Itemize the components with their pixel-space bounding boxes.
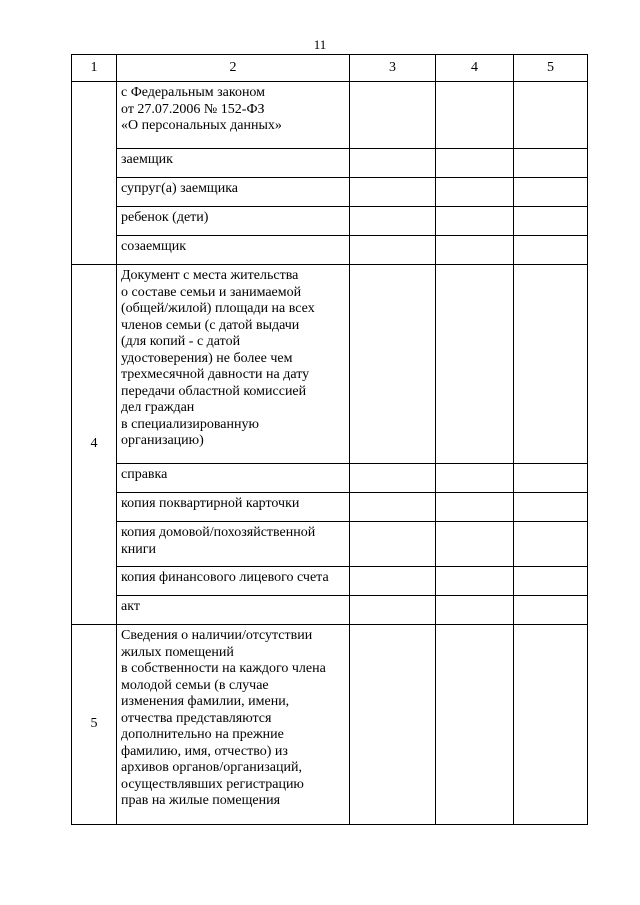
empty-cell bbox=[514, 596, 588, 625]
text-line: членов семьи (с датой выдачи bbox=[121, 317, 300, 333]
row-description bbox=[117, 625, 350, 825]
table-row bbox=[72, 82, 588, 149]
table-row bbox=[72, 236, 588, 265]
empty-cell bbox=[350, 625, 436, 825]
item-label: акт bbox=[117, 596, 350, 625]
item-label: созаемщик bbox=[117, 236, 350, 265]
empty-cell bbox=[436, 596, 514, 625]
empty-cell bbox=[350, 82, 436, 149]
text-line: отчества представляются bbox=[121, 710, 272, 726]
text-line: передачи областной комиссией bbox=[121, 383, 307, 399]
empty-cell bbox=[436, 207, 514, 236]
text-line: прав на жилые помещения bbox=[121, 793, 281, 808]
empty-cell bbox=[436, 464, 514, 493]
empty-cell bbox=[350, 149, 436, 178]
empty-cell bbox=[514, 236, 588, 265]
empty-cell bbox=[350, 236, 436, 265]
text-line: трехмесячной давности на дату bbox=[121, 367, 310, 382]
table-row bbox=[72, 522, 588, 567]
empty-cell bbox=[514, 625, 588, 825]
text-line: жилых помещений bbox=[121, 644, 234, 660]
empty-cell bbox=[514, 149, 588, 178]
text-line: осуществлявших регистрацию bbox=[121, 776, 304, 792]
text-line: архивов органов/организаций, bbox=[121, 760, 302, 775]
empty-cell bbox=[350, 464, 436, 493]
item-label: копия домовой/похозяйственной книги bbox=[117, 522, 350, 567]
empty-cell bbox=[350, 207, 436, 236]
empty-cell bbox=[350, 522, 436, 567]
text-line: от 27.07.2006 № 152-ФЗ bbox=[121, 101, 265, 117]
text-line: Сведения о наличии/отсутствии bbox=[121, 628, 313, 643]
page-number: 11 bbox=[313, 37, 327, 52]
table-row bbox=[72, 265, 588, 464]
empty-cell bbox=[436, 493, 514, 522]
empty-cell bbox=[514, 178, 588, 207]
empty-cell bbox=[514, 207, 588, 236]
empty-cell bbox=[436, 265, 514, 464]
header-col-4: 4 bbox=[436, 55, 514, 82]
empty-cell bbox=[350, 596, 436, 625]
text-line: «О персональных данных» bbox=[121, 118, 282, 133]
row-description bbox=[117, 82, 350, 149]
item-label: копия финансового лицевого счета bbox=[117, 567, 350, 596]
table-row bbox=[72, 596, 588, 625]
item-label: справка bbox=[117, 464, 350, 493]
header-col-1: 1 bbox=[72, 55, 117, 82]
text-line: (для копий - с датой bbox=[121, 334, 241, 349]
empty-cell bbox=[350, 265, 436, 464]
text-line: о составе семьи и занимаемой bbox=[121, 284, 302, 300]
table-row bbox=[72, 625, 588, 825]
item-label: ребенок (дети) bbox=[117, 207, 350, 236]
table-row bbox=[72, 149, 588, 178]
document-table bbox=[71, 54, 588, 825]
text-line: организацию) bbox=[121, 433, 204, 448]
text-line: дел граждан bbox=[121, 400, 195, 415]
item-label: супруг(а) заемщика bbox=[117, 178, 350, 207]
row-number: 4 bbox=[72, 265, 117, 625]
table-row bbox=[72, 178, 588, 207]
header-col-2: 2 bbox=[117, 55, 350, 82]
text-line: дополнительно на прежние bbox=[121, 727, 284, 742]
empty-cell bbox=[436, 236, 514, 265]
text-line: изменения фамилии, имени, bbox=[121, 694, 290, 709]
text-line: фамилию, имя, отчество) из bbox=[121, 743, 288, 759]
text-line: в специализированную bbox=[121, 416, 259, 432]
empty-cell bbox=[514, 567, 588, 596]
empty-cell bbox=[514, 265, 588, 464]
table-row bbox=[72, 207, 588, 236]
text-line: (общей/жилой) площади на всех bbox=[121, 301, 315, 316]
row-number bbox=[72, 82, 117, 265]
table-row bbox=[72, 493, 588, 522]
header-col-5: 5 bbox=[514, 55, 588, 82]
text-line: удостоверения) не более чем bbox=[121, 350, 293, 366]
empty-cell bbox=[350, 493, 436, 522]
text-line: Документ с места жительства bbox=[121, 268, 299, 283]
text-line: молодой семьи (в случае bbox=[121, 677, 269, 693]
empty-cell bbox=[436, 149, 514, 178]
empty-cell bbox=[436, 522, 514, 567]
empty-cell bbox=[514, 522, 588, 567]
text-line: с Федеральным законом bbox=[121, 85, 266, 100]
item-label: заемщик bbox=[117, 149, 350, 178]
empty-cell bbox=[350, 178, 436, 207]
empty-cell bbox=[436, 82, 514, 149]
table-header-row bbox=[72, 55, 588, 82]
empty-cell bbox=[514, 493, 588, 522]
table-row bbox=[72, 464, 588, 493]
empty-cell bbox=[436, 625, 514, 825]
empty-cell bbox=[436, 567, 514, 596]
empty-cell bbox=[350, 567, 436, 596]
row-number: 5 bbox=[72, 625, 117, 825]
empty-cell bbox=[514, 464, 588, 493]
empty-cell bbox=[514, 82, 588, 149]
header-col-3: 3 bbox=[350, 55, 436, 82]
item-label: копия поквартирной карточки bbox=[117, 493, 350, 522]
empty-cell bbox=[436, 178, 514, 207]
text-line: в собственности на каждого члена bbox=[121, 661, 326, 676]
table-row bbox=[72, 567, 588, 596]
row-description bbox=[117, 265, 350, 464]
